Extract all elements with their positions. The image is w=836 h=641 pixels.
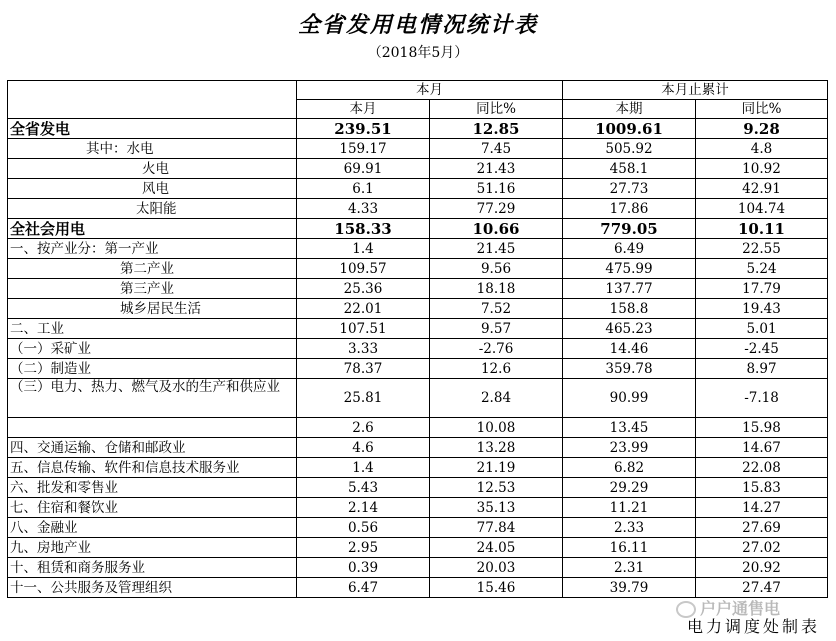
- cell-value: 9.56: [430, 259, 563, 279]
- cell-value: 27.73: [563, 179, 696, 199]
- footer-note: 电力调度处制表: [686, 617, 820, 636]
- cell-value: 21.19: [430, 458, 563, 478]
- cell-value: 5.43: [297, 478, 430, 498]
- row-label: 十一、公共服务及管理组织: [8, 578, 297, 598]
- cell-value: 20.03: [430, 558, 563, 578]
- cell-value: 159.17: [297, 139, 430, 159]
- row-label: 四、交通运输、仓储和邮政业: [8, 438, 297, 458]
- cell-value: 12.85: [430, 119, 563, 139]
- table-row: [8, 159, 828, 179]
- cell-value: 11.21: [563, 498, 696, 518]
- row-label: 全省发电: [8, 119, 297, 139]
- cell-value: 4.6: [297, 438, 430, 458]
- cell-value: 35.13: [430, 498, 563, 518]
- cell-value: 2.6: [297, 418, 430, 438]
- cell-value: 2.33: [563, 518, 696, 538]
- cell-value: 7.45: [430, 139, 563, 159]
- row-label: 火电: [8, 159, 297, 179]
- table-row: [8, 558, 828, 578]
- header-col-yoy-cum: 同比%: [696, 100, 828, 119]
- cell-value: 77.29: [430, 199, 563, 219]
- cell-value: 15.46: [430, 578, 563, 598]
- cell-value: 15.83: [696, 478, 828, 498]
- row-label: （一）采矿业: [8, 339, 297, 359]
- cell-value: 5.01: [696, 319, 828, 339]
- row-label: 七、住宿和餐饮业: [8, 498, 297, 518]
- table-row: [8, 119, 828, 139]
- cell-value: 359.78: [563, 359, 696, 379]
- table-row: [8, 339, 828, 359]
- cell-value: 0.56: [297, 518, 430, 538]
- row-label: 十、租赁和商务服务业: [8, 558, 297, 578]
- table-row: [8, 359, 828, 379]
- table-row: [8, 578, 828, 598]
- cell-value: 69.91: [297, 159, 430, 179]
- cell-value: 2.84: [430, 379, 563, 418]
- table-row: [8, 518, 828, 538]
- cell-value: 22.01: [297, 299, 430, 319]
- table-row: [8, 379, 828, 418]
- row-label: 城乡居民生活: [8, 299, 297, 319]
- cell-value: 10.92: [696, 159, 828, 179]
- cell-value: 458.1: [563, 159, 696, 179]
- watermark-text: 户户通售电: [700, 599, 781, 618]
- row-label: （二）制造业: [8, 359, 297, 379]
- cell-value: 137.77: [563, 279, 696, 299]
- cell-value: 3.33: [297, 339, 430, 359]
- table-row: [8, 199, 828, 219]
- cell-value: 23.99: [563, 438, 696, 458]
- cell-value: 107.51: [297, 319, 430, 339]
- table-row: [8, 139, 828, 159]
- table-row: [8, 179, 828, 199]
- cell-value: 1009.61: [563, 119, 696, 139]
- cell-value: 109.57: [297, 259, 430, 279]
- cell-value: -2.45: [696, 339, 828, 359]
- header-row-group: [8, 81, 828, 100]
- table-row: [8, 538, 828, 558]
- row-label: 全社会用电: [8, 219, 297, 239]
- cell-value: 2.31: [563, 558, 696, 578]
- row-label: 六、批发和零售业: [8, 478, 297, 498]
- row-label: 九、房地产业: [8, 538, 297, 558]
- cell-value: 505.92: [563, 139, 696, 159]
- cell-value: 1.4: [297, 458, 430, 478]
- cell-value: 21.45: [430, 239, 563, 259]
- row-label: 一、按产业分：第一产业: [8, 239, 297, 259]
- row-label: 五、信息传输、软件和信息技术服务业: [8, 458, 297, 478]
- statistics-table: [7, 80, 828, 598]
- table-row: [8, 279, 828, 299]
- cell-value: -2.76: [430, 339, 563, 359]
- cell-value: 158.33: [297, 219, 430, 239]
- table-row: [8, 259, 828, 279]
- table-row: [8, 219, 828, 239]
- cell-value: 10.08: [430, 418, 563, 438]
- cell-value: 1.4: [297, 239, 430, 259]
- cell-value: 27.02: [696, 538, 828, 558]
- table-row: [8, 478, 828, 498]
- cell-value: 14.46: [563, 339, 696, 359]
- row-label: 二、工业: [8, 319, 297, 339]
- cell-value: 24.05: [430, 538, 563, 558]
- row-label: 风电: [8, 179, 297, 199]
- cell-value: 10.66: [430, 219, 563, 239]
- header-group-month: 本月: [297, 81, 563, 100]
- cell-value: 158.8: [563, 299, 696, 319]
- header-group-cumulative: 本月止累计: [563, 81, 828, 100]
- cell-value: 13.28: [430, 438, 563, 458]
- cell-value: -7.18: [696, 379, 828, 418]
- cell-value: 6.1: [297, 179, 430, 199]
- row-label: （三）电力、热力、燃气及水的生产和供应业: [8, 379, 297, 418]
- table-row: [8, 418, 828, 438]
- cell-value: 29.29: [563, 478, 696, 498]
- cell-value: 78.37: [297, 359, 430, 379]
- row-label: 第二产业: [8, 259, 297, 279]
- cell-value: 5.24: [696, 259, 828, 279]
- cell-value: 21.43: [430, 159, 563, 179]
- cell-value: 7.52: [430, 299, 563, 319]
- cell-value: 0.39: [297, 558, 430, 578]
- row-label: [8, 418, 297, 438]
- cell-value: 16.11: [563, 538, 696, 558]
- page-subtitle: （2018年5月）: [367, 45, 469, 61]
- cell-value: 6.47: [297, 578, 430, 598]
- cell-value: 51.16: [430, 179, 563, 199]
- cell-value: 6.82: [563, 458, 696, 478]
- table-row: [8, 239, 828, 259]
- cell-value: 39.79: [563, 578, 696, 598]
- cell-value: 90.99: [563, 379, 696, 418]
- cell-value: 25.81: [297, 379, 430, 418]
- cell-value: 12.6: [430, 359, 563, 379]
- cell-value: 14.27: [696, 498, 828, 518]
- cell-value: 14.67: [696, 438, 828, 458]
- cell-value: 22.08: [696, 458, 828, 478]
- header-col-yoy: 同比%: [430, 100, 563, 119]
- header-col-month: 本月: [297, 100, 430, 119]
- cell-value: 10.11: [696, 219, 828, 239]
- cell-value: 17.86: [563, 199, 696, 219]
- cell-value: 12.53: [430, 478, 563, 498]
- cell-value: 20.92: [696, 558, 828, 578]
- header-blank: [8, 81, 297, 119]
- table-row: [8, 438, 828, 458]
- row-label: 其中：水电: [8, 139, 297, 159]
- cell-value: 18.18: [430, 279, 563, 299]
- cell-value: 475.99: [563, 259, 696, 279]
- cell-value: 779.05: [563, 219, 696, 239]
- cell-value: 27.47: [696, 578, 828, 598]
- cell-value: 239.51: [297, 119, 430, 139]
- cell-value: 22.55: [696, 239, 828, 259]
- cell-value: 2.14: [297, 498, 430, 518]
- cell-value: 17.79: [696, 279, 828, 299]
- cell-value: 465.23: [563, 319, 696, 339]
- table-row: [8, 498, 828, 518]
- cell-value: 42.91: [696, 179, 828, 199]
- cell-value: 104.74: [696, 199, 828, 219]
- row-label: 第三产业: [8, 279, 297, 299]
- cell-value: 6.49: [563, 239, 696, 259]
- page-title: 全省发用电情况统计表: [297, 12, 538, 38]
- cell-value: 13.45: [563, 418, 696, 438]
- cell-value: 2.95: [297, 538, 430, 558]
- table-row: [8, 299, 828, 319]
- cell-value: 4.33: [297, 199, 430, 219]
- header-col-period: 本期: [563, 100, 696, 119]
- cell-value: 8.97: [696, 359, 828, 379]
- cell-value: 9.57: [430, 319, 563, 339]
- cell-value: 77.84: [430, 518, 563, 538]
- table-row: [8, 319, 828, 339]
- cell-value: 15.98: [696, 418, 828, 438]
- cell-value: 19.43: [696, 299, 828, 319]
- cell-value: 9.28: [696, 119, 828, 139]
- table-row: [8, 458, 828, 478]
- row-label: 太阳能: [8, 199, 297, 219]
- cell-value: 4.8: [696, 139, 828, 159]
- cell-value: 25.36: [297, 279, 430, 299]
- row-label: 八、金融业: [8, 518, 297, 538]
- cell-value: 27.69: [696, 518, 828, 538]
